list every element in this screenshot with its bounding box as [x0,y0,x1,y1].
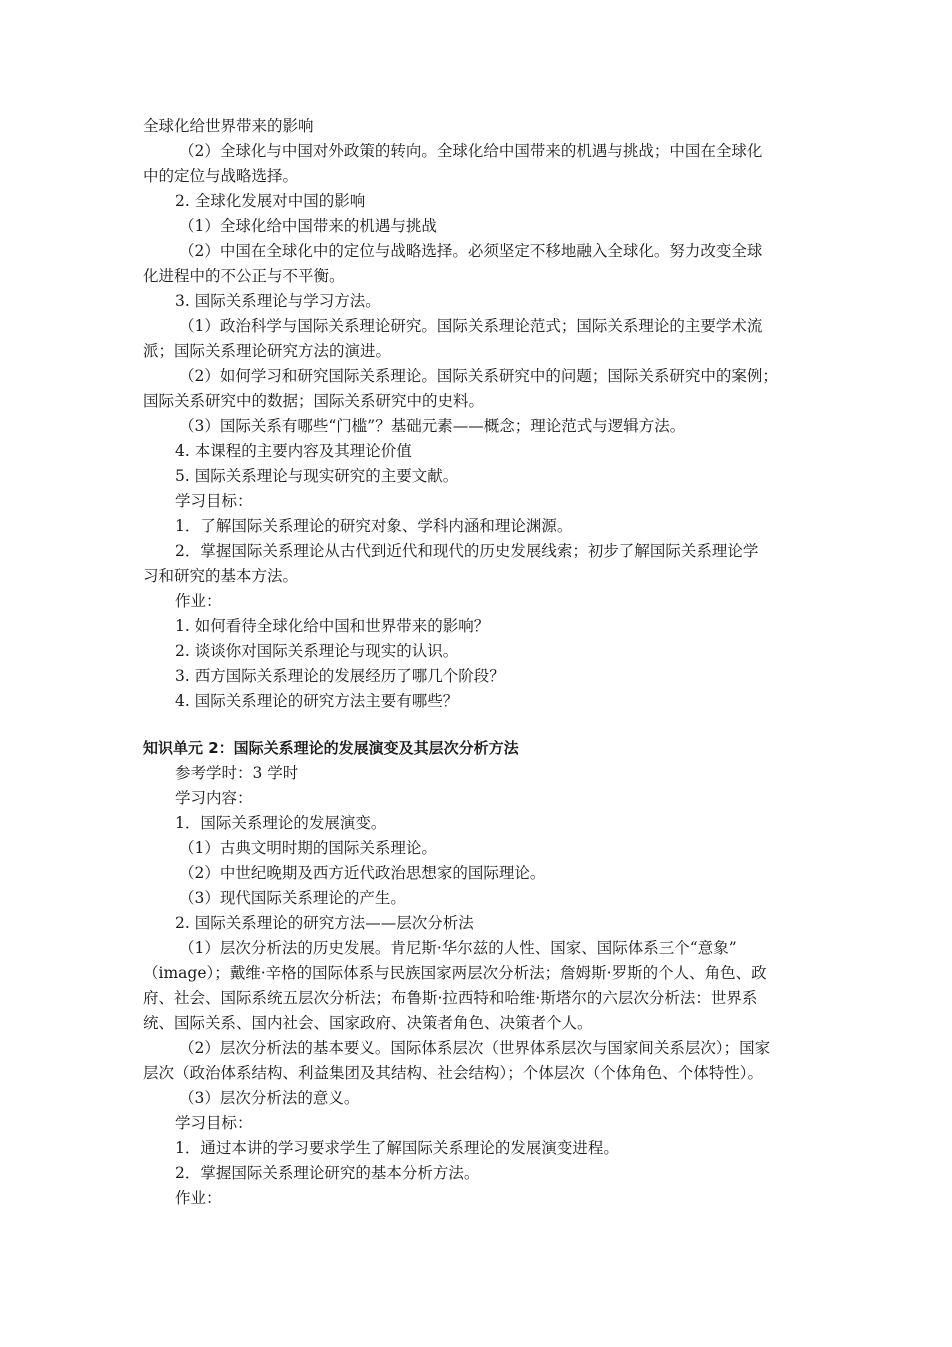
text-line: （2）中国在全球化中的定位与战略选择。必须坚定不移地融入全球化。努力改变全球 [179,242,763,260]
text-line: 全球化给世界带来的影响 [143,117,314,135]
text-line: （3）层次分析法的意义。 [179,1089,360,1107]
text-line: 作业： [175,1189,222,1207]
text-line: 习和研究的基本方法。 [143,567,299,585]
section-heading: 知识单元 2：国际关系理论的发展演变及其层次分析方法 [143,739,519,757]
text-line: 府、社会、国际系统五层次分析法；布鲁斯·拉西特和哈维·斯塔尔的六层次分析法：世界系 [143,989,758,1007]
text-line: （3）国际关系有哪些“门槛”？基础元素——概念；理论范式与逻辑方法。 [179,417,686,435]
text-line: 3. 国际关系理论与学习方法。 [175,292,381,310]
text-line: （image）；戴维·辛格的国际体系与民族国家两层次分析法；詹姆斯·罗斯的个人、角色、政 [143,964,767,982]
text-line: 1．国际关系理论的发展演变。 [175,814,387,832]
text-line: （1）政治科学与国际关系理论研究。国际关系理论范式；国际关系理论的主要学术流 [179,317,763,335]
text-line: （1）古典文明时期的国际关系理论。 [179,839,437,857]
text-line: （1）层次分析法的历史发展。肯尼斯·华尔兹的人性、国家、国际体系三个“意象” [179,939,737,957]
text-line: 学习内容： [175,789,253,807]
text-line: 派；国际关系理论研究方法的演进。 [143,342,392,360]
text-line: （2）中世纪晚期及西方近代政治思想家的国际理论。 [179,864,546,882]
text-line: 2．掌握国际关系理论研究的基本分析方法。 [175,1164,480,1182]
section-unit1-tail [143,114,811,714]
section-gap [143,714,811,736]
text-line: 1. 如何看待全球化给中国和世界带来的影响？ [175,617,490,635]
text-line: 3. 西方国际关系理论的发展经历了哪几个阶段？ [175,667,505,685]
text-line: 化进程中的不公正与不平衡。 [143,267,345,285]
document-page [143,114,811,1211]
text-line: 作业： [175,592,222,610]
text-line: 4. 国际关系理论的研究方法主要有哪些？ [175,692,459,710]
text-line: 中的定位与战略选择。 [143,167,299,185]
text-line: 2．掌握国际关系理论从古代到近代和现代的历史发展线索；初步了解国际关系理论学 [175,542,759,560]
text-line: 5. 国际关系理论与现实研究的主要文献。 [175,467,459,485]
text-line: 学习目标： [175,1114,253,1132]
text-line: 层次（政治体系结构、利益集团及其结构、社会结构）；个体层次（个体角色、个体特性）。 [143,1064,764,1082]
text-line: （3）现代国际关系理论的产生。 [179,889,406,907]
text-line: 参考学时：3 学时 [175,764,299,782]
text-line: （2）全球化与中国对外政策的转向。全球化给中国带来的机遇与挑战；中国在全球化 [179,142,763,160]
text-line: 2. 国际关系理论的研究方法——层次分析法 [175,914,474,932]
text-line: （2）层次分析法的基本要义。国际体系层次（世界体系层次与国家间关系层次）；国家 [179,1039,771,1057]
text-line: （2）如何学习和研究国际关系理论。国际关系研究中的问题；国际关系研究中的案例； [179,367,778,385]
text-line: 2. 全球化发展对中国的影响 [175,192,366,210]
text-line: 4. 本课程的主要内容及其理论价值 [175,442,412,460]
text-line: （1）全球化给中国带来的机遇与挑战 [179,217,437,235]
text-line: 国际关系研究中的数据；国际关系研究中的史料。 [143,392,485,410]
text-line: 1．通过本讲的学习要求学生了解国际关系理论的发展演变进程。 [175,1139,619,1157]
text-line: 2. 谈谈你对国际关系理论与现实的认识。 [175,642,459,660]
section-unit2-body [143,761,811,1211]
text-line: 1．了解国际关系理论的研究对象、学科内涵和理论渊源。 [175,517,573,535]
text-line: 统、国际关系、国内社会、国家政府、决策者角色、决策者个人。 [143,1014,593,1032]
text-line: 学习目标： [175,492,253,510]
